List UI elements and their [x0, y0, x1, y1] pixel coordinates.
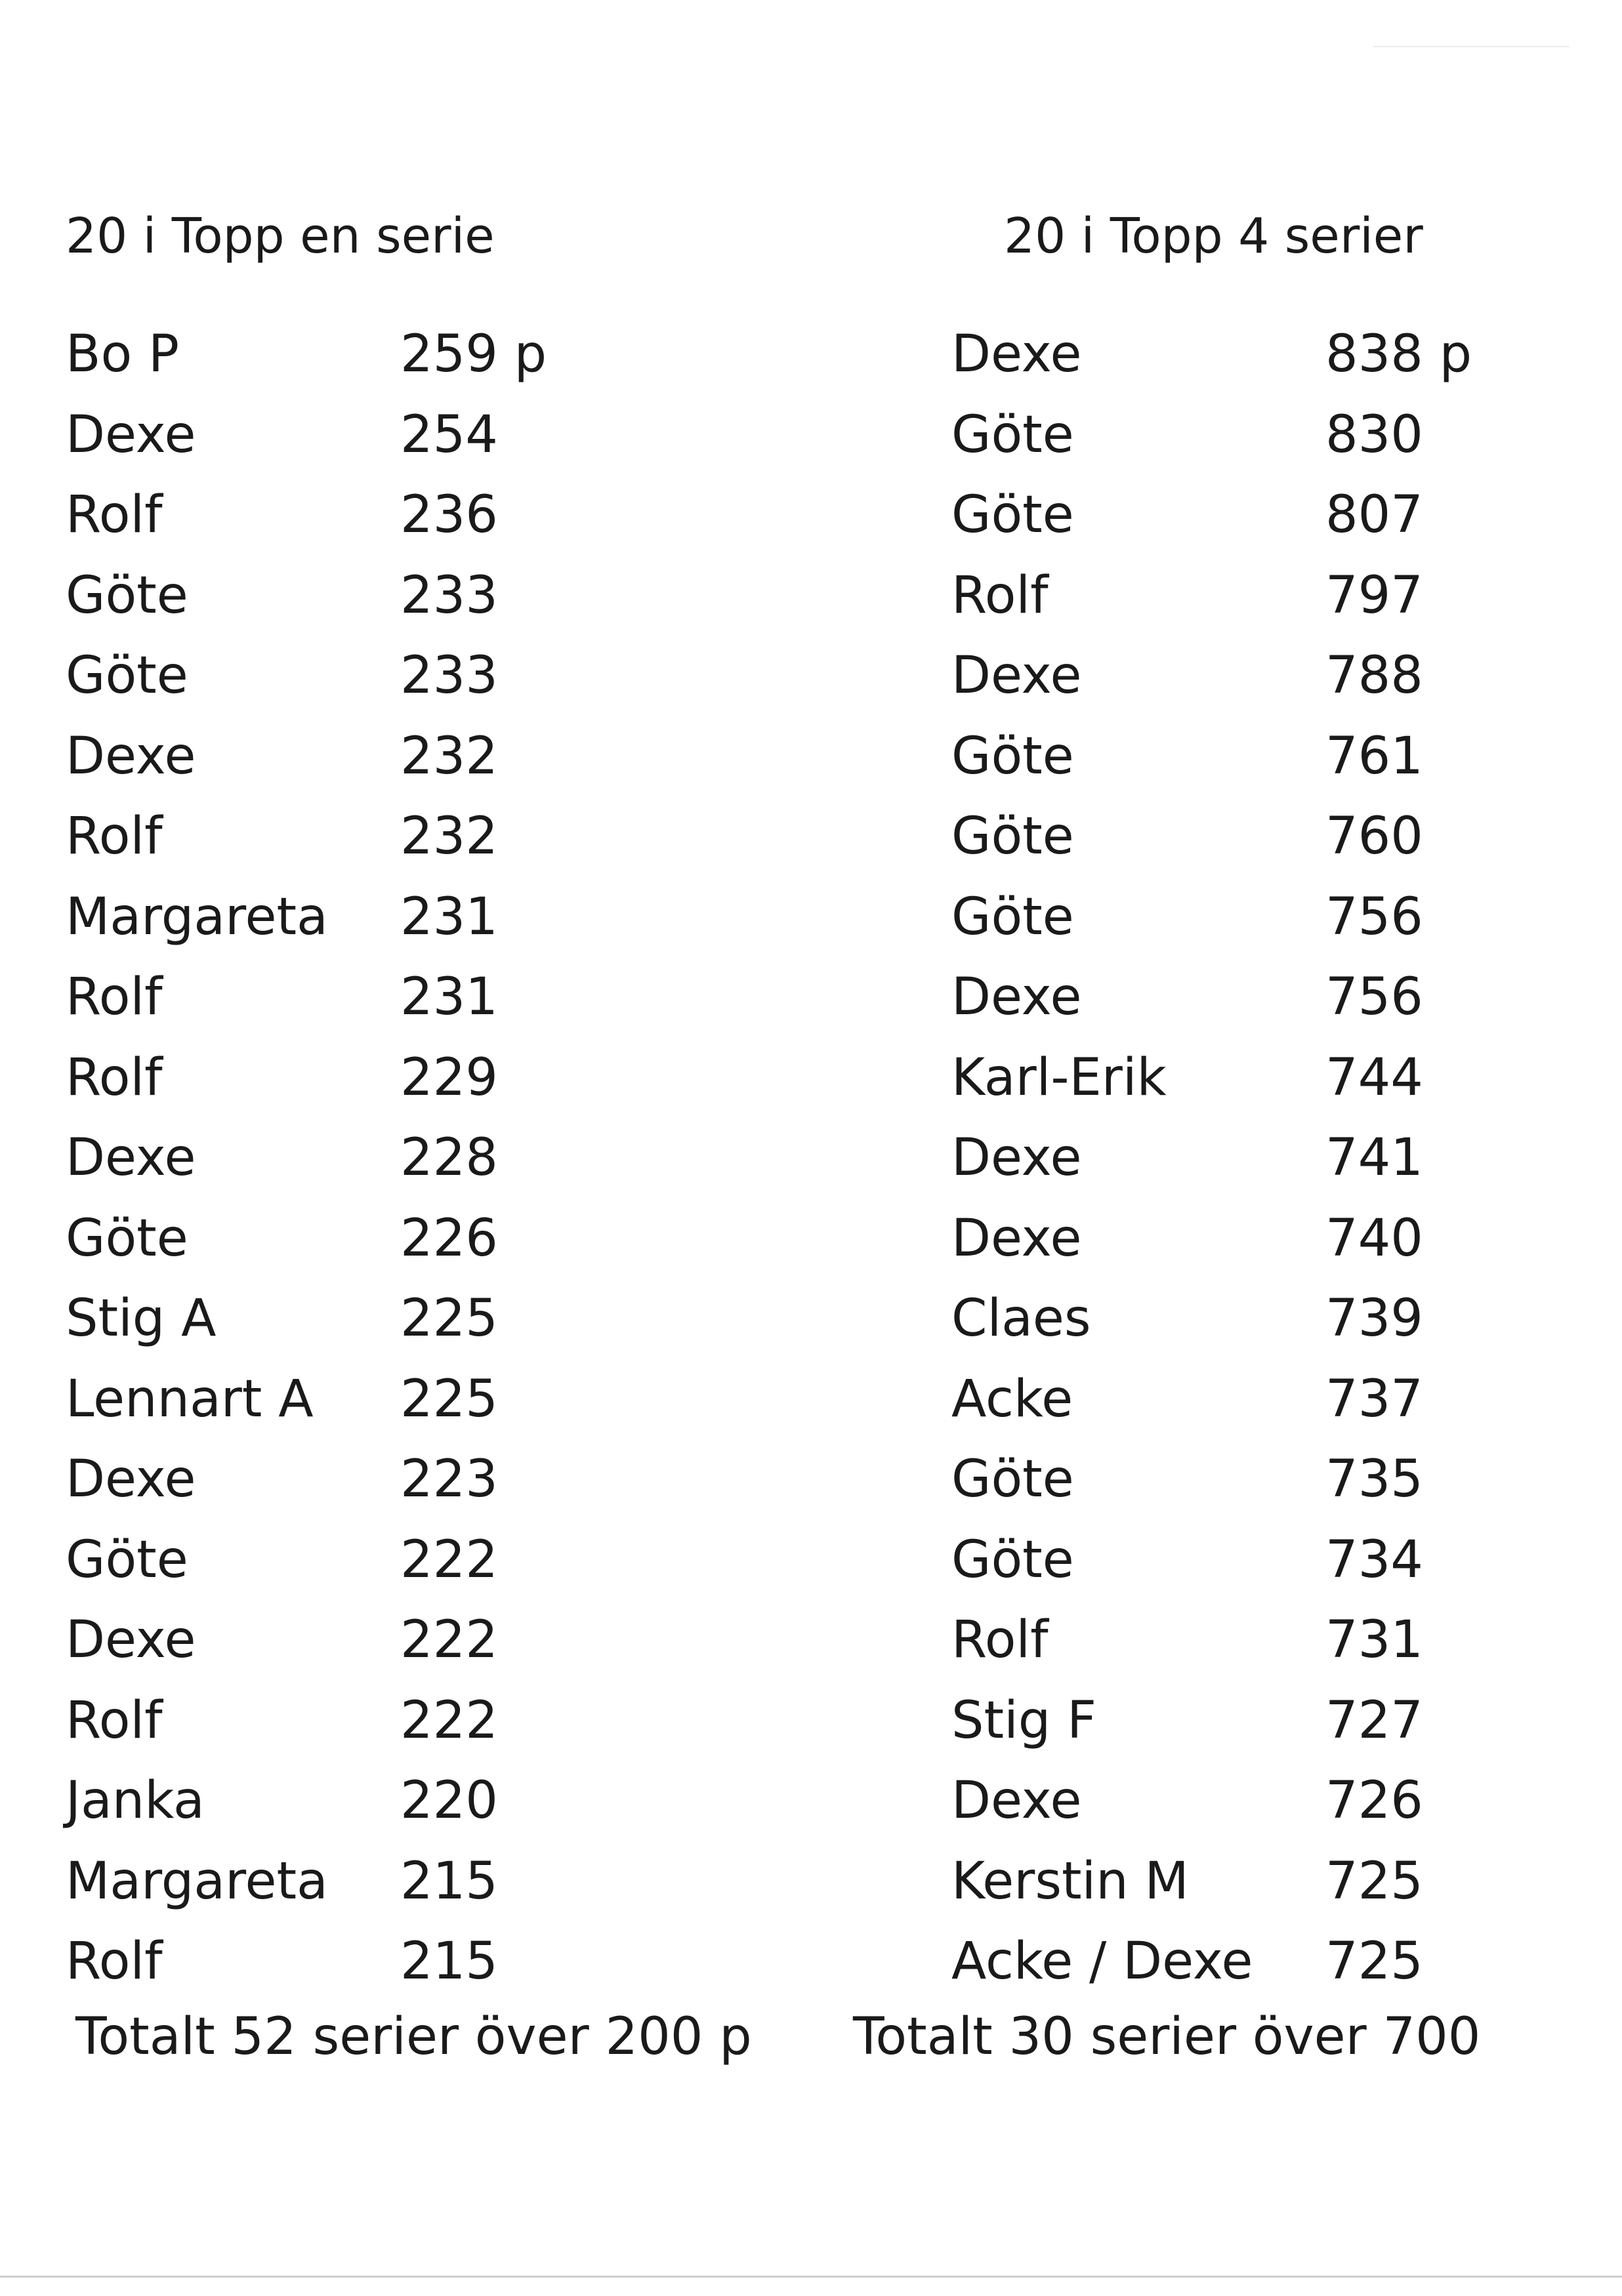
player-score: 225: [400, 1289, 498, 1348]
player-name: Kerstin M: [951, 1851, 1189, 1911]
list-item: [853, 1286, 1575, 1366]
player-name: Rolf: [66, 1932, 163, 1991]
player-name: Janka: [66, 1771, 205, 1830]
list-item: [853, 402, 1575, 483]
list-item: [853, 1688, 1575, 1769]
player-name: Rolf: [66, 968, 163, 1027]
list-item: [853, 724, 1575, 804]
player-score: 725: [1325, 1932, 1423, 1991]
player-name: Dexe: [951, 325, 1082, 384]
list-item: [853, 1045, 1575, 1126]
player-score: 220: [400, 1771, 498, 1830]
list-item: [853, 1446, 1575, 1527]
player-score: 215: [400, 1851, 498, 1911]
list-item: [853, 643, 1575, 724]
player-score: 756: [1325, 968, 1423, 1027]
scan-artifact: [1373, 46, 1570, 47]
list-item: [66, 1607, 827, 1688]
list-item: [853, 1366, 1575, 1447]
list-item: [853, 1849, 1575, 1929]
player-score: 215: [400, 1932, 498, 1991]
four-series-heading: 20 i Topp 4 serier: [1004, 208, 1423, 264]
list-item: [853, 1125, 1575, 1206]
player-name: Göte: [951, 485, 1074, 544]
list-item: [66, 1286, 827, 1366]
player-name: Göte: [951, 807, 1074, 866]
player-name: Rolf: [951, 565, 1049, 625]
list-item: [66, 643, 827, 724]
list-item: [66, 884, 827, 965]
list-item: [66, 1768, 827, 1849]
player-score: 225: [400, 1369, 498, 1429]
list-item: [66, 1929, 827, 2009]
player-score: 254: [400, 405, 498, 464]
list-item: [66, 724, 827, 804]
list-item: [66, 1446, 827, 1527]
player-name: Dexe: [66, 405, 196, 464]
list-item: [853, 1527, 1575, 1608]
player-score: 761: [1325, 726, 1423, 786]
player-score: 259 p: [400, 325, 547, 384]
list-item: [66, 1849, 827, 1929]
player-score: 735: [1325, 1450, 1423, 1509]
list-item: [66, 1688, 827, 1769]
single-series-list: [66, 321, 827, 2009]
player-score: 756: [1325, 887, 1423, 947]
player-name: Acke / Dexe: [951, 1932, 1253, 1991]
player-name: Lennart A: [66, 1369, 314, 1429]
player-score: 807: [1325, 485, 1423, 544]
player-name: Dexe: [951, 646, 1082, 705]
player-score: 830: [1325, 405, 1423, 464]
player-score: 727: [1325, 1691, 1423, 1750]
list-item: [66, 402, 827, 483]
player-name: Rolf: [66, 1691, 163, 1750]
player-name: Göte: [951, 887, 1074, 947]
player-name: Rolf: [66, 485, 163, 544]
single-series-total: Totalt 52 serier över 200 p: [75, 2007, 752, 2066]
player-name: Göte: [66, 1530, 188, 1589]
player-score: 231: [400, 968, 498, 1027]
list-item: [66, 1366, 827, 1447]
player-name: Göte: [66, 646, 188, 705]
list-item: [853, 1768, 1575, 1849]
list-item: [66, 964, 827, 1045]
player-score: 739: [1325, 1289, 1423, 1348]
list-item: [853, 964, 1575, 1045]
player-name: Dexe: [951, 1128, 1082, 1187]
player-name: Margareta: [66, 1851, 328, 1911]
player-score: 229: [400, 1048, 498, 1107]
list-item: [66, 563, 827, 644]
player-name: Göte: [951, 1530, 1074, 1589]
four-series-total: Totalt 30 serier över 700: [853, 2007, 1481, 2066]
list-item: [853, 563, 1575, 644]
player-score: 236: [400, 485, 498, 544]
single-series-heading: 20 i Topp en serie: [66, 208, 495, 264]
list-item: [853, 321, 1575, 402]
list-item: [853, 482, 1575, 563]
player-name: Dexe: [66, 1610, 196, 1670]
player-name: Rolf: [951, 1610, 1049, 1670]
player-name: Stig F: [951, 1691, 1096, 1750]
player-score: 233: [400, 646, 498, 705]
player-score: 233: [400, 565, 498, 625]
player-name: Dexe: [951, 968, 1082, 1027]
player-name: Dexe: [66, 1450, 196, 1509]
player-name: Dexe: [66, 1128, 196, 1187]
player-score: 737: [1325, 1369, 1423, 1429]
player-score: 226: [400, 1208, 498, 1268]
player-name: Rolf: [66, 1048, 163, 1107]
list-item: [66, 1045, 827, 1126]
player-name: Dexe: [66, 726, 196, 786]
player-name: Karl-Erik: [951, 1048, 1167, 1107]
player-score: 222: [400, 1530, 498, 1589]
list-item: [66, 1527, 827, 1608]
player-name: Dexe: [951, 1208, 1082, 1268]
player-score: 731: [1325, 1610, 1423, 1670]
player-score: 744: [1325, 1048, 1423, 1107]
list-item: [853, 884, 1575, 965]
player-score: 740: [1325, 1208, 1423, 1268]
player-score: 838 p: [1325, 325, 1472, 384]
player-name: Bo P: [66, 325, 180, 384]
list-item: [66, 804, 827, 884]
player-name: Stig A: [66, 1289, 217, 1348]
player-score: 232: [400, 807, 498, 866]
player-name: Claes: [951, 1289, 1091, 1348]
player-name: Göte: [951, 405, 1074, 464]
list-item: [853, 1929, 1575, 2009]
list-item: [66, 1206, 827, 1286]
list-item: [66, 321, 827, 402]
player-score: 725: [1325, 1851, 1423, 1911]
player-score: 797: [1325, 565, 1423, 625]
player-score: 734: [1325, 1530, 1423, 1589]
four-series-list: [853, 321, 1575, 2009]
player-name: Göte: [951, 726, 1074, 786]
list-item: [66, 1125, 827, 1206]
list-item: [66, 482, 827, 563]
player-score: 223: [400, 1450, 498, 1509]
list-item: [853, 1607, 1575, 1688]
player-score: 222: [400, 1610, 498, 1670]
player-name: Göte: [66, 565, 188, 625]
player-name: Acke: [951, 1369, 1073, 1429]
player-name: Rolf: [66, 807, 163, 866]
player-score: 760: [1325, 807, 1423, 866]
list-item: [853, 804, 1575, 884]
player-score: 222: [400, 1691, 498, 1750]
player-name: Göte: [66, 1208, 188, 1268]
player-score: 231: [400, 887, 498, 947]
player-score: 788: [1325, 646, 1423, 705]
player-score: 228: [400, 1128, 498, 1187]
player-name: Dexe: [951, 1771, 1082, 1830]
scan-edge-line: [0, 2276, 1622, 2278]
list-item: [853, 1206, 1575, 1286]
player-score: 741: [1325, 1128, 1423, 1187]
player-score: 232: [400, 726, 498, 786]
player-score: 726: [1325, 1771, 1423, 1830]
player-name: Göte: [951, 1450, 1074, 1509]
player-name: Margareta: [66, 887, 328, 947]
